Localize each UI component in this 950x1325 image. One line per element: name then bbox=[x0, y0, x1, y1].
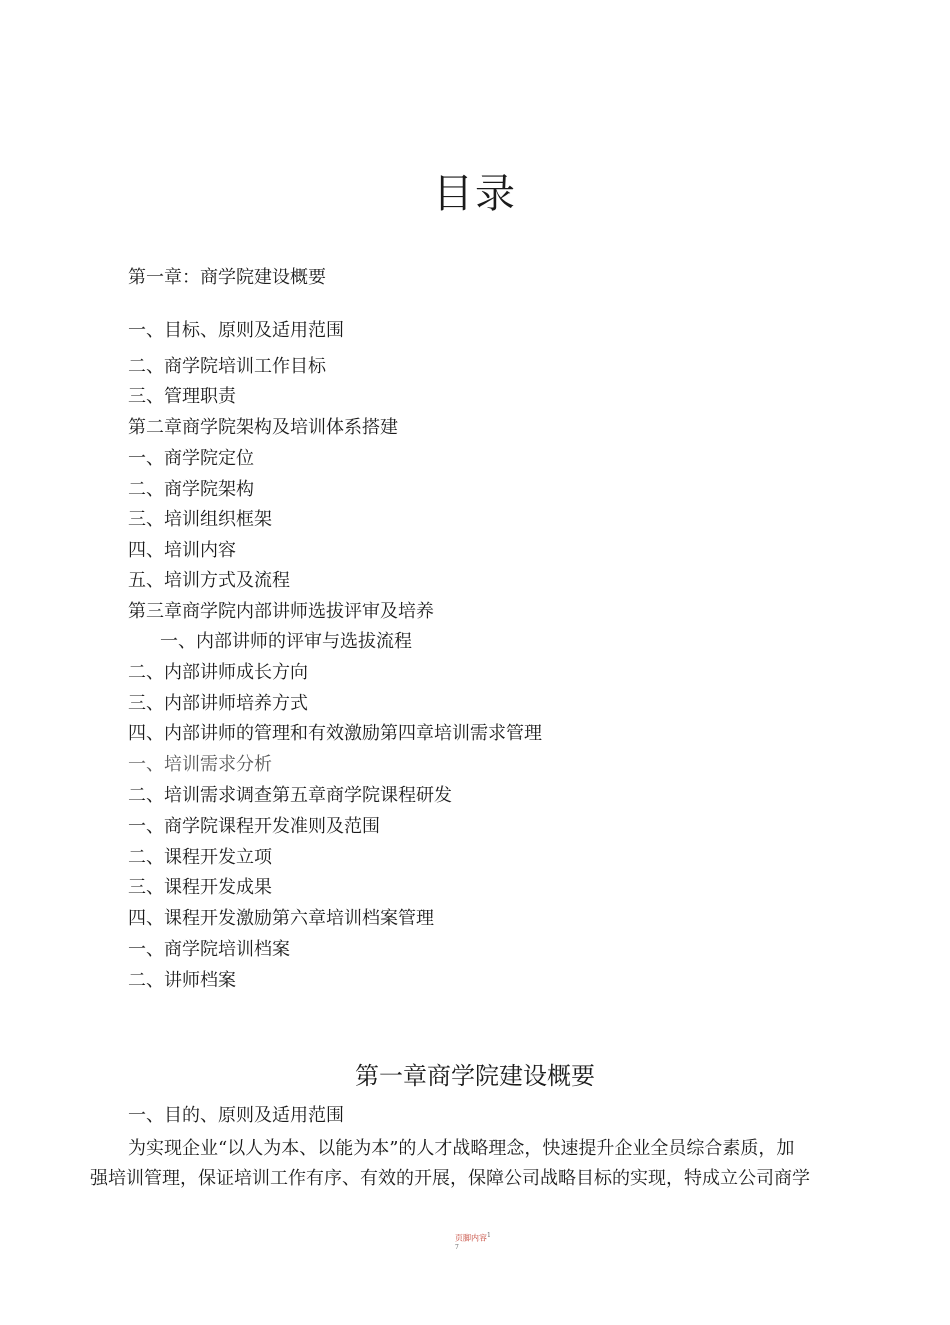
toc-entry: 一、目标、原则及适用范围 bbox=[128, 320, 344, 341]
toc-entry: 三、管理职责 bbox=[128, 386, 236, 407]
toc-entry: 二、商学院架构 bbox=[128, 479, 254, 500]
toc-entry: 三、内部讲师培养方式 bbox=[128, 693, 308, 714]
toc-entry: 一、商学院培训档案 bbox=[128, 939, 290, 960]
toc-entry: 五、培训方式及流程 bbox=[128, 570, 290, 591]
toc-entry: 一、商学院课程开发准则及范围 bbox=[128, 816, 380, 837]
toc-entry: 二、内部讲师成长方向 bbox=[128, 662, 308, 683]
toc-entry: 二、商学院培训工作目标 bbox=[128, 356, 326, 377]
toc-entry: 一、培训需求分析 bbox=[128, 754, 272, 775]
toc-entry: 二、讲师档案 bbox=[128, 970, 236, 991]
section-heading: 一、目的、原则及适用范围 bbox=[128, 1105, 344, 1126]
toc-entry: 四、课程开发激励第六章培训档案管理 bbox=[128, 908, 434, 929]
paragraph-line: 强培训管理，保证培训工作有序、有效的开展，保障公司战略目标的实现，特成立公司商学 bbox=[90, 1168, 810, 1189]
chapter-heading: 第一章商学院建设概要 bbox=[355, 1062, 595, 1090]
toc-entry-chapter-1: 第一章：商学院建设概要 bbox=[128, 267, 326, 288]
toc-entry-chapter-3: 第三章商学院内部讲师选拔评审及培养 bbox=[128, 601, 434, 622]
toc-entry: 三、培训组织框架 bbox=[128, 509, 272, 530]
toc-entry: 二、培训需求调查第五章商学院课程研发 bbox=[128, 785, 452, 806]
toc-entry: 三、课程开发成果 bbox=[128, 877, 272, 898]
footer-text: 页脚内容 bbox=[455, 1233, 487, 1243]
toc-entry: 二、课程开发立项 bbox=[128, 847, 272, 868]
page-number: 7 bbox=[455, 1244, 459, 1251]
toc-entry: 四、内部讲师的管理和有效激励第四章培训需求管理 bbox=[128, 723, 542, 744]
toc-entry: 四、培训内容 bbox=[128, 540, 236, 561]
toc-entry: 一、商学院定位 bbox=[128, 448, 254, 469]
toc-entry-chapter-2: 第二章商学院架构及培训体系搭建 bbox=[128, 417, 398, 438]
footer-superscript: 1 bbox=[487, 1232, 491, 1239]
page-footer bbox=[455, 1231, 491, 1244]
toc-entry: 一、内部讲师的评审与选拔流程 bbox=[160, 631, 412, 652]
document-title: 目录 bbox=[433, 171, 517, 217]
paragraph-line: 为实现企业“以人为本、以能为本”的人才战略理念，快速提升企业全员综合素质，加 bbox=[128, 1138, 795, 1159]
